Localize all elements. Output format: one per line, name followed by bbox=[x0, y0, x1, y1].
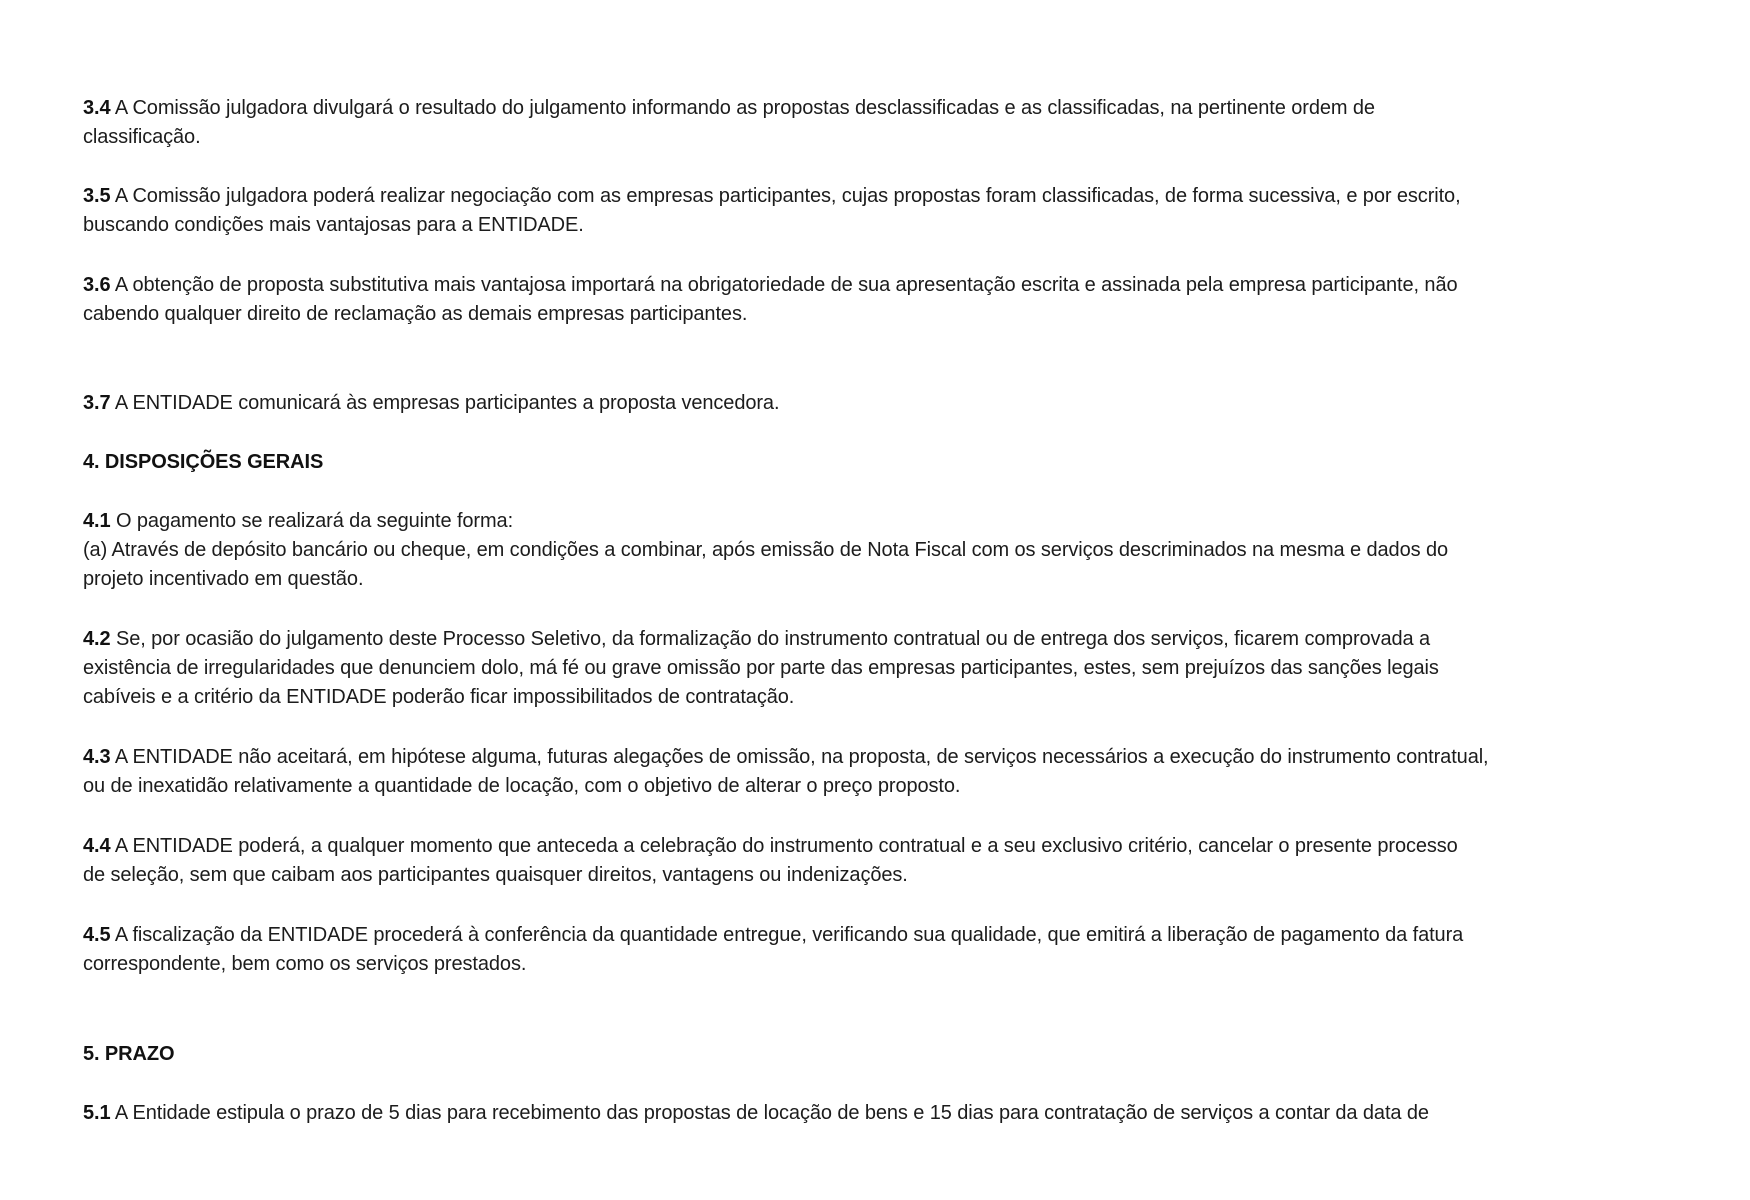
clause-text: A ENTIDADE poderá, a qualquer momento que anteceda a celebração do instrumento contratual e a seu exclusivo critério, cancelar o presente processo bbox=[114, 835, 1458, 857]
clause-text-continued: correspondente, bem como os serviços prestados. bbox=[83, 953, 527, 975]
clause-text-continued: cabendo qualquer direito de reclamação as demais empresas participantes. bbox=[83, 303, 748, 325]
clause-number: 3.7 bbox=[83, 392, 111, 414]
clause-text-line-2: (a) Através de depósito bancário ou cheque, em condições a combinar, após emissão de Nota Fiscal com os serviços descriminados na mesma e dados do bbox=[83, 539, 1449, 561]
clause-3-6 bbox=[83, 271, 1663, 329]
clause-number: 4.4 bbox=[83, 835, 111, 857]
clause-4-5 bbox=[83, 921, 1663, 979]
clause-number: 3.5 bbox=[83, 185, 111, 207]
clause-number: 5.1 bbox=[83, 1102, 111, 1124]
clause-text: Se, por ocasião do julgamento deste Processo Seletivo, da formalização do instrumento contratual ou de entrega dos serviços, ficarem comprovada a bbox=[115, 628, 1430, 650]
clause-4-2 bbox=[83, 625, 1663, 712]
clause-3-7 bbox=[83, 389, 1663, 418]
clause-3-4 bbox=[83, 94, 1663, 152]
clause-text: A ENTIDADE não aceitará, em hipótese alguma, futuras alegações de omissão, na proposta, de serviços necessários a execução do instrumento contratual, bbox=[114, 746, 1489, 768]
section-heading: 5. PRAZO bbox=[83, 1043, 175, 1065]
clause-text: A ENTIDADE comunicará às empresas participantes a proposta vencedora. bbox=[114, 392, 780, 414]
clause-number: 3.4 bbox=[83, 97, 111, 119]
clause-text: A obtenção de proposta substitutiva mais vantajosa importará na obrigatoriedade de sua apresentação escrita e assinada pela empresa participante, não bbox=[114, 274, 1458, 296]
clause-text-continued: ou de inexatidão relativamente a quantidade de locação, com o objetivo de alterar o preço proposto. bbox=[83, 775, 961, 797]
clause-text-continued: buscando condições mais vantajosas para a ENTIDADE. bbox=[83, 214, 584, 236]
section-heading-disposicoes-gerais bbox=[83, 448, 1663, 477]
clause-5-1 bbox=[83, 1099, 1663, 1128]
clause-text-continued: classificação. bbox=[83, 126, 201, 148]
clause-4-1 bbox=[83, 507, 1663, 594]
clause-4-4 bbox=[83, 832, 1663, 890]
clause-text: O pagamento se realizará da seguinte forma: bbox=[115, 510, 514, 532]
clause-text-continued: de seleção, sem que caibam aos participantes quaisquer direitos, vantagens ou indenizações. bbox=[83, 864, 908, 886]
clause-number: 4.3 bbox=[83, 746, 111, 768]
section-heading: 4. DISPOSIÇÕES GERAIS bbox=[83, 451, 324, 473]
clause-text: A Entidade estipula o prazo de 5 dias para recebimento das propostas de locação de bens e 15 dias para contratação de serviços a contar da data de bbox=[114, 1102, 1429, 1124]
clause-4-3 bbox=[83, 743, 1663, 801]
section-heading-prazo bbox=[83, 1040, 1663, 1069]
clause-3-5 bbox=[83, 182, 1663, 240]
clause-number: 4.2 bbox=[83, 628, 111, 650]
clause-text-line-3: projeto incentivado em questão. bbox=[83, 568, 364, 590]
clause-text-line-3: cabíveis e a critério da ENTIDADE poderão ficar impossibilitados de contratação. bbox=[83, 686, 795, 708]
clause-number: 4.5 bbox=[83, 924, 111, 946]
clause-number: 3.6 bbox=[83, 274, 111, 296]
clause-text: A Comissão julgadora poderá realizar negociação com as empresas participantes, cujas propostas foram classificadas, de forma sucessiva, e por escrito, bbox=[114, 185, 1461, 207]
clause-text: A Comissão julgadora divulgará o resultado do julgamento informando as propostas desclassificadas e as classificadas, na pertinente ordem de bbox=[114, 97, 1375, 119]
clause-text: A fiscalização da ENTIDADE procederá à conferência da quantidade entregue, verificando sua qualidade, que emitirá a liberação de pagamento da fatura bbox=[114, 924, 1464, 946]
clause-number: 4.1 bbox=[83, 510, 111, 532]
clause-text-line-2: existência de irregularidades que denunciem dolo, má fé ou grave omissão por parte das empresas participantes, estes, sem prejuízos das sanções legais bbox=[83, 657, 1439, 679]
